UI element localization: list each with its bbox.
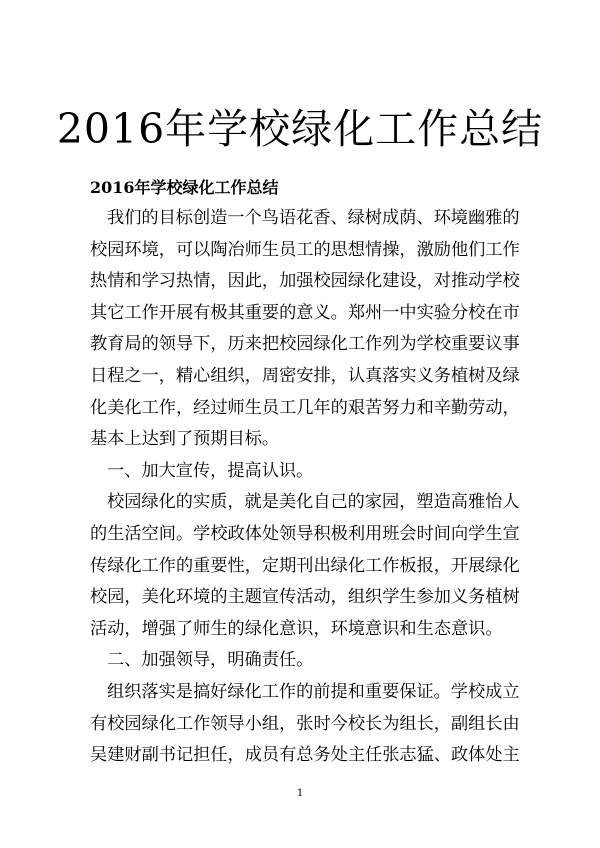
document-subtitle: 2016年学校绿化工作总结 bbox=[90, 178, 279, 197]
document-body bbox=[90, 203, 520, 772]
paragraph-line: 活动，增强了师生的绿化意识，环境意识和生态意识。 bbox=[90, 618, 503, 639]
paragraph-line: 热情和学习热情，因此，加强校园绿化建设，对推动学校 bbox=[90, 271, 520, 292]
paragraph-line: 校园，美化环境的主题宣传活动，组织学生参加义务植树 bbox=[90, 587, 520, 608]
paragraph-line: 校园绿化的实质，就是美化自己的家园，塑造高雅怡人 bbox=[107, 492, 520, 513]
paragraph-line: 日程之一，精心组织，周密安排，认真落实义务植树及绿 bbox=[90, 365, 520, 386]
paragraph-line: 有校园绿化工作领导小组，张时今校长为组长，副组长由 bbox=[90, 713, 520, 734]
paragraph-line: 基本上达到了预期目标。 bbox=[90, 429, 280, 450]
paragraph-line: 教育局的领导下，历来把校园绿化工作列为学校重要议事 bbox=[90, 334, 520, 355]
paragraph-line: 吴建财副书记担任，成员有总务处主任张志猛、政体处主 bbox=[90, 745, 520, 766]
paragraph-line: 组织落实是搞好绿化工作的前提和重要保证。学校成立 bbox=[107, 681, 520, 702]
paragraph-line: 校园环境，可以陶冶师生员工的思想情操，激励他们工作 bbox=[90, 239, 520, 260]
paragraph-line: 的生活空间。学校政体处领导积极利用班会时间向学生宣 bbox=[90, 523, 520, 544]
paragraph-line: 其它工作开展有极其重要的意义。郑州一中实验分校在市 bbox=[90, 302, 520, 323]
paragraph-line: 传绿化工作的重要性，定期刊出绿化工作板报，开展绿化 bbox=[90, 555, 520, 576]
paragraph-line: 化美化工作，经过师生员工几年的艰苦努力和辛勤劳动， bbox=[90, 397, 520, 418]
page-number: 1 bbox=[296, 788, 304, 799]
paragraph-line: 我们的目标创造一个鸟语花香、绿树成荫、环境幽雅的 bbox=[107, 208, 520, 228]
document-title: 2016年学校绿化工作总结 bbox=[56, 105, 544, 153]
section-heading: 二、加强领导，明确责任。 bbox=[107, 650, 314, 671]
section-heading: 一、加大宣传，提高认识。 bbox=[107, 460, 314, 481]
